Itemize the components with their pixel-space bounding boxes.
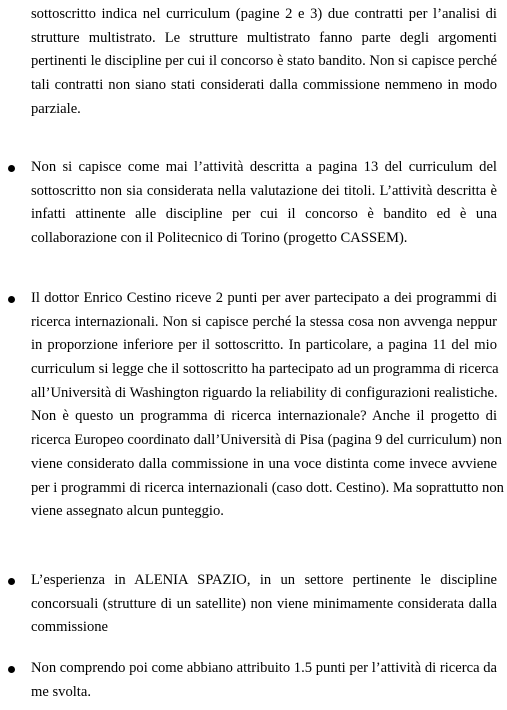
text-line: Non si capisce come mai l’attività descritta a pagina 13 del curriculum del [31, 159, 497, 175]
text-line: commissione [31, 619, 109, 636]
bullet-paragraph-punti [31, 657, 497, 704]
text-line: Non è questo un programma di ricerca internazionale? Anche il progetto di [31, 408, 497, 425]
paragraph-continuation [31, 3, 497, 121]
text-line: sottoscritto non sia considerata nella valutazione dei titoli. L’attività descritta è [31, 182, 497, 199]
bullet-icon [8, 666, 15, 673]
text-line: tali contratti non siano stati considerati dalla commissione nemmeno in modo [31, 77, 497, 94]
text-line: sottoscritto indica nel curriculum (pagine 2 e 3) due contratti per l’analisi di [31, 6, 497, 22]
bullet-paragraph-titoli [31, 156, 497, 251]
bullet-paragraph-ricerca [31, 287, 504, 524]
text-line: parziale. [31, 100, 81, 117]
text-line: all’Università di Washington riguardo la reliability di configurazioni realistiche. [31, 384, 498, 401]
text-line: viene considerato dalla commissione in una voce distinta come invece avviene [31, 455, 497, 472]
text-line: Non comprendo poi come abbiano attribuito 1.5 punti per l’attività di ricerca da [31, 660, 497, 676]
text-line: ricerca Europeo coordinato dall’Università di Pisa (pagina 9 del curriculum) non [31, 432, 502, 449]
bullet-icon [8, 165, 15, 172]
text-line: infatti attinente alle discipline per cui il concorso è bandito ed è una [31, 206, 497, 223]
text-line: pertinenti le discipline per cui il concorso è stato bandito. Non si capisce perché [31, 53, 498, 70]
bullet-icon [8, 296, 15, 303]
text-line: collaborazione con il Politecnico di Torino (progetto CASSEM). [31, 230, 408, 247]
text-line: ricerca internazionali. Non si capisce perché la stessa cosa non avvenga neppur [31, 313, 497, 330]
text-line: curriculum si legge che il sottoscritto ha partecipato ad un programma di ricerca [31, 361, 499, 378]
text-line: viene assegnato alcun punteggio. [31, 503, 224, 520]
text-line: concorsuali (strutture di un satellite) non viene minimamente considerata dalla [31, 595, 497, 612]
text-line: L’esperienza in ALENIA SPAZIO, in un settore pertinente le discipline [31, 572, 497, 588]
bullet-icon [8, 578, 15, 585]
text-line: in proporzione inferiore per il sottoscritto. In particolare, a pagina 11 del mio [31, 337, 497, 354]
text-line: me svolta. [31, 683, 91, 700]
bullet-paragraph-alenia [31, 569, 497, 640]
text-line: Il dottor Enrico Cestino riceve 2 punti per aver partecipato a dei programmi di [31, 290, 497, 306]
text-line: per i programmi di ricerca internazionali (caso dott. Cestino). Ma soprattutto non [31, 479, 504, 496]
text-line: strutture multistrato. Le strutture multistrato fanno parte degli argomenti [31, 29, 497, 46]
